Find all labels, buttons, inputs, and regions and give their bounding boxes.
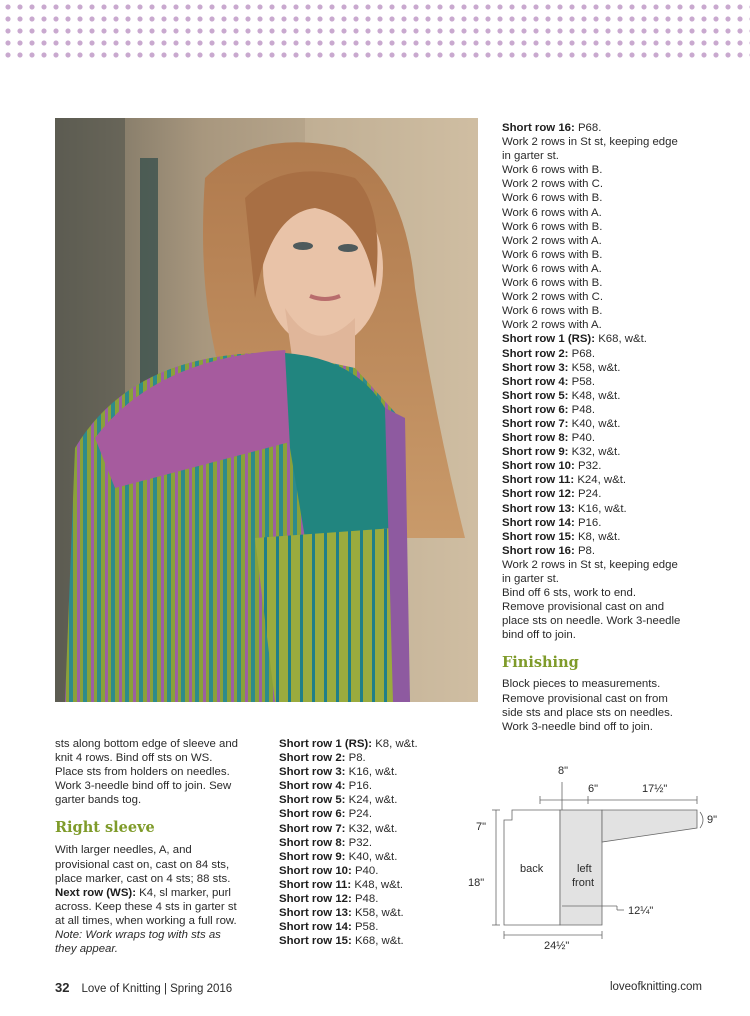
dimension-body-length: 18" bbox=[468, 877, 485, 889]
body-text-line: Bind off 6 sts, work to end. bbox=[502, 587, 637, 600]
row-label: Short row 13: bbox=[279, 907, 352, 920]
body-text-line: Work 2 rows with A. bbox=[502, 319, 602, 332]
row-text: P48. bbox=[351, 893, 379, 906]
row-label: Short row 11: bbox=[502, 474, 575, 487]
row-label: Short row 6: bbox=[279, 808, 346, 821]
body-text-line: in garter st. bbox=[502, 573, 559, 585]
body-text-line: side sts and place sts on needles. bbox=[502, 706, 673, 719]
dimension-width: 24½" bbox=[544, 940, 570, 950]
body-text-line: Place sts from holders on needles. bbox=[55, 766, 230, 779]
short-row-line bbox=[279, 779, 418, 793]
row-label: Short row 14: bbox=[502, 516, 575, 529]
row-text: P48. bbox=[568, 403, 596, 416]
row-text: P68. bbox=[574, 122, 602, 134]
short-row-line bbox=[502, 375, 680, 389]
row-label: Short row 2: bbox=[502, 347, 569, 360]
body-text-line: across. Keep these 4 sts in garter st bbox=[55, 900, 237, 913]
body-text-line: Block pieces to measurements. bbox=[502, 678, 661, 691]
page-number: 32 bbox=[55, 980, 70, 995]
body-text-line: place sts on needle. Work 3-needle bbox=[502, 615, 681, 628]
row-text: K40, w&t. bbox=[568, 417, 621, 430]
short-row-line bbox=[279, 807, 418, 821]
issue-label: | Spring 2016 bbox=[160, 983, 233, 995]
row-text: P8. bbox=[345, 752, 366, 765]
row-label: Short row 4: bbox=[502, 375, 569, 388]
row-text: K4, sl marker, purl bbox=[136, 886, 231, 899]
row-text: K40, w&t. bbox=[345, 850, 398, 863]
row-label: Short row 12: bbox=[279, 893, 352, 906]
short-row-line bbox=[279, 920, 418, 934]
short-row-line bbox=[279, 878, 418, 892]
row-text: K58, w&t. bbox=[568, 361, 621, 374]
note-line bbox=[55, 928, 238, 942]
row-label: Short row 5: bbox=[502, 389, 569, 402]
row-text: K24, w&t. bbox=[574, 474, 627, 487]
row-text: K32, w&t. bbox=[345, 822, 398, 835]
body-text-line: Work 3-needle bind off to join. Sew bbox=[55, 780, 232, 793]
body-text-line: sts along bottom edge of sleeve and bbox=[55, 738, 239, 750]
body-text-line: Work 6 rows with B. bbox=[502, 192, 603, 205]
dimension-top: 8" bbox=[558, 765, 569, 777]
label-front: front bbox=[572, 877, 595, 889]
row-text: P24. bbox=[345, 808, 373, 821]
body-text-line: Work 6 rows with B. bbox=[502, 277, 603, 290]
row-label: Short row 9: bbox=[279, 850, 346, 863]
row-label: Short row 11: bbox=[279, 878, 352, 891]
short-row-line bbox=[502, 361, 680, 375]
row-label: Short row 12: bbox=[502, 488, 575, 501]
short-row-line bbox=[279, 892, 418, 906]
dimension-neck: 6" bbox=[588, 783, 599, 795]
row-text: P8. bbox=[574, 544, 596, 557]
row-text: P58. bbox=[351, 921, 379, 934]
body-text-line: Work 6 rows with B. bbox=[502, 305, 603, 318]
row-text: K8, w&t. bbox=[574, 530, 621, 543]
body-text-line: Work 6 rows with A. bbox=[502, 206, 602, 219]
body-text-line: Work 6 rows with B. bbox=[502, 220, 603, 233]
instructions-column-middle bbox=[279, 737, 418, 948]
magazine-name: Love of Knitting bbox=[81, 983, 161, 995]
section-heading-right-sleeve: Right sleeve bbox=[55, 819, 155, 837]
row-label: Next row (WS): bbox=[55, 886, 136, 899]
short-row-line bbox=[279, 934, 418, 948]
body-text-line: knit 4 rows. Bind off sts on WS. bbox=[55, 752, 213, 765]
label-back: back bbox=[520, 863, 544, 875]
short-row-line bbox=[502, 332, 680, 346]
short-row-line bbox=[279, 864, 418, 878]
body-text-line: place marker, cast on 4 sts; 88 sts. bbox=[55, 872, 231, 885]
row-label: Short row 15: bbox=[279, 935, 352, 948]
row-label: Short row 14: bbox=[279, 921, 352, 934]
row-text: P24. bbox=[574, 488, 602, 501]
body-text-line: Work 2 rows in St st, keeping edge bbox=[502, 136, 678, 149]
row-label: Short row 1 (RS): bbox=[279, 738, 373, 750]
body-text-line: Work 6 rows with A. bbox=[502, 262, 602, 275]
row-text: K68, w&t. bbox=[595, 333, 647, 346]
row-label: Short row 10: bbox=[279, 864, 352, 877]
short-row-line bbox=[279, 737, 418, 751]
row-text: K8, w&t. bbox=[372, 738, 418, 750]
short-row-line bbox=[279, 765, 418, 779]
row-text: P68. bbox=[568, 347, 596, 360]
body-text-line: Work 6 rows with B. bbox=[502, 164, 603, 177]
row-text: K58, w&t. bbox=[351, 907, 404, 920]
row-text: P40. bbox=[351, 864, 379, 877]
row-label: Short row 6: bbox=[502, 403, 569, 416]
sleeve-piece bbox=[602, 810, 697, 842]
short-row-line bbox=[502, 389, 680, 403]
row-text: P40. bbox=[568, 432, 596, 445]
footer-url: loveofknitting.com bbox=[609, 981, 702, 993]
short-row-line bbox=[279, 906, 418, 920]
short-row-line bbox=[502, 473, 680, 487]
short-row-line bbox=[279, 836, 418, 850]
short-row-line bbox=[502, 544, 680, 558]
row-label: Short row 7: bbox=[502, 417, 569, 430]
body-text-line: in garter st. bbox=[502, 150, 559, 163]
body-text-line: bind off to join. bbox=[502, 629, 576, 642]
row-label: Short row 2: bbox=[279, 752, 346, 765]
body-text-line: Remove provisional cast on and bbox=[502, 601, 665, 614]
short-row-line bbox=[502, 121, 680, 135]
short-row-line bbox=[502, 530, 680, 544]
row-label: Short row 10: bbox=[502, 460, 575, 473]
row-text: K48, w&t. bbox=[351, 878, 404, 891]
row-label: Short row 3: bbox=[279, 766, 346, 779]
next-row-line bbox=[55, 886, 238, 900]
row-text: P16. bbox=[574, 516, 602, 529]
short-row-line bbox=[502, 417, 680, 431]
row-label: Short row 8: bbox=[502, 432, 569, 445]
row-text: K32, w&t. bbox=[568, 446, 621, 459]
garment-schematic bbox=[462, 760, 732, 950]
body-text-line: With larger needles, A, and bbox=[55, 844, 192, 857]
dimension-shoulder: 7" bbox=[476, 821, 487, 833]
short-row-line bbox=[502, 445, 680, 459]
row-text: K68, w&t. bbox=[351, 935, 404, 948]
short-row-line bbox=[502, 516, 680, 530]
note-text: they appear. bbox=[55, 943, 118, 956]
row-label: Short row 7: bbox=[279, 822, 346, 835]
row-text: P32. bbox=[345, 836, 373, 849]
row-label: Short row 16: bbox=[502, 544, 575, 557]
note-text: Note: Work wraps tog with sts as bbox=[55, 929, 221, 942]
note-line bbox=[55, 942, 238, 956]
body-text-line: Work 6 rows with B. bbox=[502, 248, 603, 261]
row-text: K48, w&t. bbox=[568, 389, 621, 402]
short-row-line bbox=[279, 850, 418, 864]
body-text-line: provisional cast on, cast on 84 sts, bbox=[55, 858, 230, 871]
short-row-line bbox=[502, 431, 680, 445]
short-row-line bbox=[502, 459, 680, 473]
section-heading-finishing: Finishing bbox=[502, 654, 579, 672]
body-text-line: at all times, when working a full row. bbox=[55, 914, 237, 927]
row-text: P16. bbox=[345, 780, 373, 793]
row-label: Short row 5: bbox=[279, 794, 346, 807]
instructions-column-right bbox=[502, 121, 680, 734]
dimension-cuff: 9" bbox=[707, 814, 718, 826]
row-text: K24, w&t. bbox=[345, 794, 398, 807]
label-left: left bbox=[577, 863, 592, 875]
short-row-line bbox=[502, 502, 680, 516]
model-photo bbox=[55, 118, 478, 702]
body-text-line: garter bands tog. bbox=[55, 794, 142, 807]
body-text-line: Remove provisional cast on from bbox=[502, 692, 668, 705]
short-row-line bbox=[279, 793, 418, 807]
row-label: Short row 1 (RS): bbox=[502, 333, 596, 346]
row-text: P32. bbox=[574, 460, 602, 473]
short-row-line bbox=[279, 822, 418, 836]
body-text-line: Work 2 rows with A. bbox=[502, 234, 602, 247]
row-label: Short row 9: bbox=[502, 446, 569, 459]
short-row-line bbox=[502, 487, 680, 501]
body-text-line: Work 3-needle bind off to join. bbox=[502, 720, 653, 733]
row-label: Short row 4: bbox=[279, 780, 346, 793]
row-label: Short row 3: bbox=[502, 361, 569, 374]
footer-credit bbox=[55, 980, 232, 995]
row-text: P58. bbox=[568, 375, 596, 388]
body-text-line: Work 2 rows with C. bbox=[502, 291, 604, 304]
row-label: Short row 8: bbox=[279, 836, 346, 849]
dimension-front-width: 12¼" bbox=[628, 905, 654, 917]
row-text: K16, w&t. bbox=[574, 502, 627, 515]
row-text: K16, w&t. bbox=[345, 766, 398, 779]
row-label: Short row 13: bbox=[502, 502, 575, 515]
short-row-line bbox=[279, 751, 418, 765]
body-text-line: Work 2 rows in St st, keeping edge bbox=[502, 558, 678, 571]
row-label: Short row 15: bbox=[502, 530, 575, 543]
dimension-sleeve-length: 17½" bbox=[642, 783, 668, 795]
instructions-column-left bbox=[55, 737, 238, 956]
short-row-line bbox=[502, 403, 680, 417]
short-row-line bbox=[502, 347, 680, 361]
row-label: Short row 16: bbox=[502, 122, 575, 134]
dotted-header-band bbox=[0, 0, 750, 62]
body-text-line: Work 2 rows with C. bbox=[502, 178, 604, 191]
